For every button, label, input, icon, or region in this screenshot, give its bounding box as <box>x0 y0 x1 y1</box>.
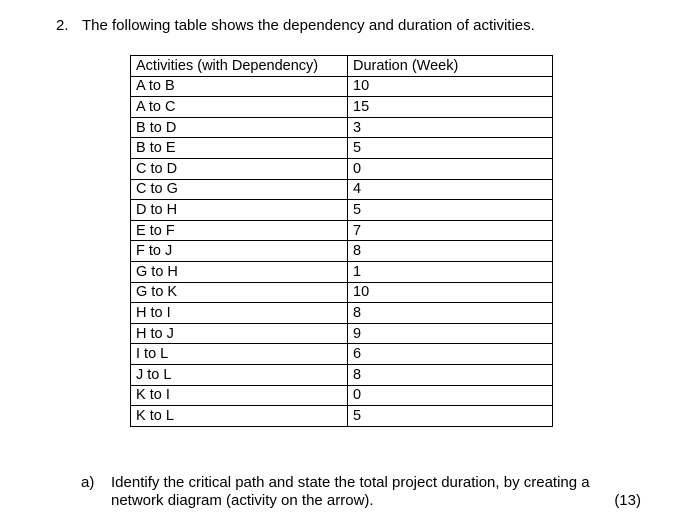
question-intro: The following table shows the dependency and duration of activities. <box>82 17 535 34</box>
table-row <box>131 97 553 118</box>
table-row <box>131 200 553 221</box>
activity-cell: I to L <box>131 344 348 365</box>
part-a-text: Identify the critical path and state the total project duration, by creating a network diagram (activity on the arrow). <box>111 474 590 509</box>
duration-cell: 0 <box>348 158 553 179</box>
duration-cell: 5 <box>348 200 553 221</box>
table-row <box>131 220 553 241</box>
duration-cell: 7 <box>348 220 553 241</box>
table-row <box>131 385 553 406</box>
duration-cell: 15 <box>348 97 553 118</box>
duration-cell: 5 <box>348 406 553 427</box>
activity-cell: D to H <box>131 200 348 221</box>
table-body <box>131 76 553 426</box>
activity-cell: B to E <box>131 138 348 159</box>
duration-cell: 0 <box>348 385 553 406</box>
activity-table <box>130 55 553 427</box>
duration-cell: 8 <box>348 241 553 262</box>
part-a-label: a) <box>81 474 95 491</box>
header-duration: Duration (Week) <box>348 56 553 77</box>
question-header <box>56 16 535 36</box>
duration-cell: 5 <box>348 138 553 159</box>
table-row <box>131 117 553 138</box>
activity-cell: A to C <box>131 97 348 118</box>
duration-cell: 10 <box>348 282 553 303</box>
header-activities: Activities (with Dependency) <box>131 56 348 77</box>
activity-cell: H to J <box>131 323 348 344</box>
activity-cell: B to D <box>131 117 348 138</box>
duration-cell: 3 <box>348 117 553 138</box>
activity-cell: F to J <box>131 241 348 262</box>
activity-cell: H to I <box>131 303 348 324</box>
activity-cell: J to L <box>131 364 348 385</box>
duration-cell: 8 <box>348 364 553 385</box>
table-row <box>131 282 553 303</box>
table-row <box>131 261 553 282</box>
activity-cell: A to B <box>131 76 348 97</box>
activity-cell: G to K <box>131 282 348 303</box>
table-row <box>131 303 553 324</box>
table-row <box>131 364 553 385</box>
table-row <box>131 406 553 427</box>
table-header-row <box>131 56 553 77</box>
table-row <box>131 138 553 159</box>
table-row <box>131 323 553 344</box>
table-row <box>131 158 553 179</box>
duration-cell: 6 <box>348 344 553 365</box>
duration-cell: 8 <box>348 303 553 324</box>
duration-cell: 9 <box>348 323 553 344</box>
activity-cell: C to D <box>131 158 348 179</box>
question-number: 2. <box>56 17 69 34</box>
duration-cell: 4 <box>348 179 553 200</box>
table-row <box>131 344 553 365</box>
activity-cell: E to F <box>131 220 348 241</box>
activity-cell: G to H <box>131 261 348 282</box>
activity-cell: C to G <box>131 179 348 200</box>
duration-cell: 1 <box>348 261 553 282</box>
table-row <box>131 179 553 200</box>
part-a-marks: (13) <box>614 492 641 509</box>
activity-cell: K to L <box>131 406 348 427</box>
duration-cell: 10 <box>348 76 553 97</box>
activity-cell: K to I <box>131 385 348 406</box>
table-row <box>131 241 553 262</box>
table-row <box>131 76 553 97</box>
